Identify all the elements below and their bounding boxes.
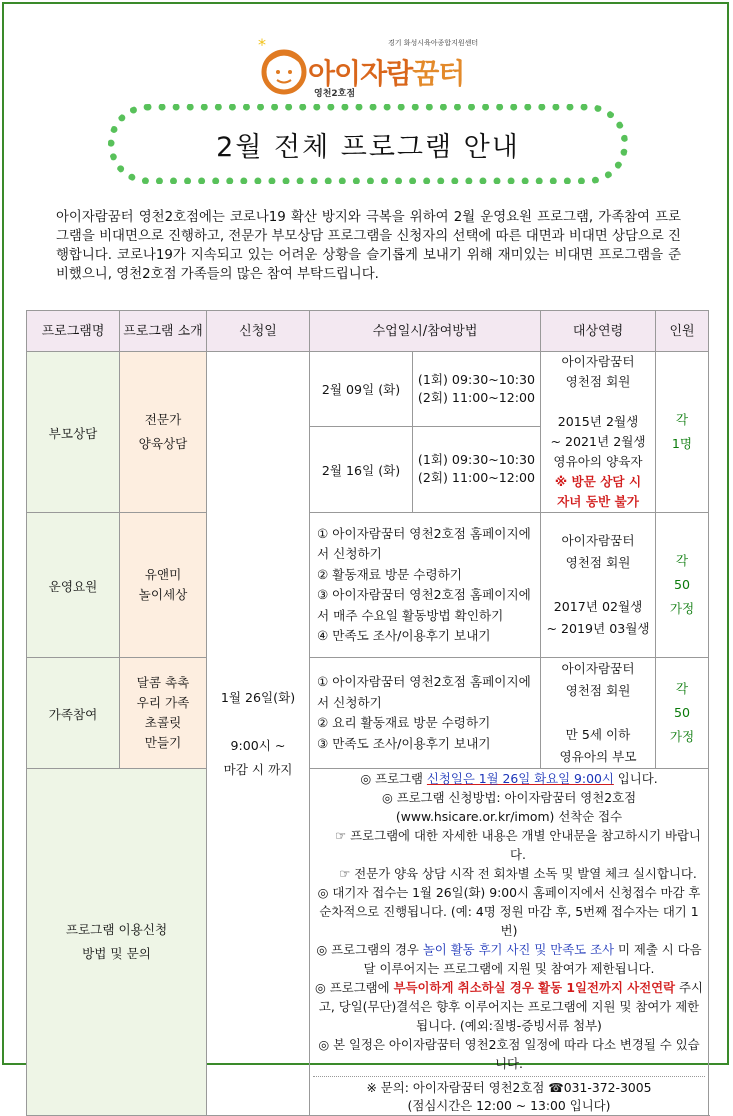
brand-name: 아이자람꿈터 (308, 57, 465, 90)
operator-name: 운영요원 (27, 513, 120, 658)
info-label: 프로그램 이용신청 방법 및 문의 (27, 769, 207, 1116)
info-content (310, 769, 709, 1116)
family-name: 가족참여 (27, 658, 120, 769)
counseling-name: 부모상담 (27, 352, 120, 513)
list-item: ① 아이자람꿈터 영천2호점 홈페이지에서 신청하기 (317, 525, 531, 561)
family-count: 각 50 가정 (656, 658, 709, 769)
contact-info: ※ 문의: 아이자람꿈터 영천2호점 ☎031-372-3005 (점심시간은 12:00 ~ 13:00 입니다) (313, 1076, 705, 1115)
info-item-3: ◎ 대기자 접수는 1월 26일(화) 9:00시 홈페이지에서 신청접수 마감 후 순차적으로 진행됩니다. (예: 4명 정원 마감 후, 5번째 접수자는 대기 1번) (317, 885, 701, 938)
center-name: 경기 화성시육아종합지원센터 (388, 39, 479, 47)
page-title: 2월 전체 프로그램 안내 (216, 131, 520, 163)
list-item: ② 활동재료 방문 수령하기 (317, 566, 462, 582)
counseling-time-1: (1회) 09:30~10:30 (2회) 11:00~12:00 (413, 352, 541, 427)
counseling-intro: 전문가 양육상담 (120, 352, 207, 513)
branch-name: 영천2호점 (314, 89, 356, 99)
family-intro: 달콤 촉촉 우리 가족 초콜릿 만들기 (120, 658, 207, 769)
info-item-2-sub-1: ☞ 프로그램에 대한 자세한 내용은 개별 안내문을 참고하시기 바랍니다. (335, 828, 701, 862)
list-item: ② 요리 활동재료 방문 수령하기 (317, 715, 491, 730)
table-row (27, 658, 709, 769)
header-method: 수업일시/참여방법 (310, 311, 541, 352)
operator-count: 각 50 가정 (656, 513, 709, 658)
counseling-date-1: 2월 09일 (화) (310, 352, 413, 427)
list-item: ④ 만족도 조사/이용후기 보내기 (317, 628, 491, 643)
intro-paragraph: 아이자람꿈터 영천2호점에는 코로나19 확산 방지와 극복을 위하여 2월 운영요원 프로그램, 가족참여 프로그램을 비대면으로 진행하고, 전문가 부모상담 프로그램을 신청자의 선택에 따른 대면과 비대면 상담으로 진행합니다. 코로나19가 지속되고 있는 어려운 상황을 슬기롭게 보내기 위해 재미있는 비대면 프로그램을 준비했으니, 영천2호점 가족들의 많은 참여 부탁드립니다. (56, 210, 681, 282)
header-program-name: 프로그램명 (27, 311, 120, 352)
program-table (26, 310, 709, 1116)
counseling-target: 아이자람꿈터 영천점 회원 2015년 2월생 ~ 2021년 2월생 영유아의 양육자 ※ 방문 상담 시 자녀 동반 불가 (541, 352, 656, 513)
list-item: ③ 만족도 조사/이용후기 보내기 (317, 735, 491, 751)
info-item-5: ◎ 프로그램에 부득이하게 취소하실 경우 활동 1일전까지 사전연락 주시고, 당일(무단)결석은 향후 이루어지는 프로그램에 지원 및 참여가 제한됩니다. (예외:질병-증빙서류 첨부) (315, 980, 703, 1033)
counseling-time-2: (1회) 09:30~10:30 (2회) 11:00~12:00 (413, 426, 541, 512)
table-header-row (27, 311, 709, 352)
visit-note: ※ 방문 상담 시 (554, 474, 642, 489)
info-item-1: ◎ 프로그램 신청일은 1월 26일 화요일 9:00시 입니다. (360, 771, 658, 786)
family-steps (310, 658, 541, 769)
title-box (108, 104, 628, 184)
info-item-4: ◎ 프로그램의 경우 놀이 활동 후기 사진 및 만족도 조사 미 제출 시 다음 달 이루어지는 프로그램에 지원 및 참여가 제한됩니다. (316, 942, 702, 976)
header-count: 인원 (656, 311, 709, 352)
header-target: 대상연령 (541, 311, 656, 352)
counseling-date-2: 2월 16일 (화) (310, 426, 413, 512)
header-apply-date: 신청일 (207, 311, 310, 352)
info-item-2: ◎ 프로그램 신청방법: 아이자람꿈터 영천2호점(www.hsicare.or.kr/imom) 선착순 접수 (381, 790, 637, 824)
header-program-intro: 프로그램 소개 (120, 311, 207, 352)
counseling-count: 각 1명 (656, 352, 709, 513)
logo (258, 34, 498, 104)
operator-steps (310, 513, 541, 658)
table-row (27, 769, 709, 1116)
info-item-6: ◎ 본 일정은 아이자람꿈터 영천2호점 일정에 따라 다소 변경될 수 있습니다. (318, 1037, 700, 1071)
list-item: ③ 아이자람꿈터 영천2호점 홈페이지에서 매주 수요일 활동방법 확인하기 (317, 587, 531, 623)
apply-date: 1월 26일(화) 9:00시 ~ 마감 시 까지 (207, 352, 310, 1116)
info-item-2-sub-2: ☞ 전문가 양육 상담 시작 전 회차별 소독 및 발열 체크 실시합니다. (339, 866, 697, 881)
table-row (27, 513, 709, 658)
operator-intro: 유앤미 놀이세상 (120, 513, 207, 658)
list-item: ① 아이자람꿈터 영천2호점 홈페이지에서 신청하기 (317, 674, 531, 710)
table-row (27, 352, 709, 427)
svg-text:*: * (258, 35, 266, 54)
operator-target: 아이자람꿈터 영천점 회원 2017년 02월생 ~ 2019년 03월생 (541, 513, 656, 658)
family-target: 아이자람꿈터 영천점 회원 만 5세 이하 영유아의 부모 (541, 658, 656, 769)
